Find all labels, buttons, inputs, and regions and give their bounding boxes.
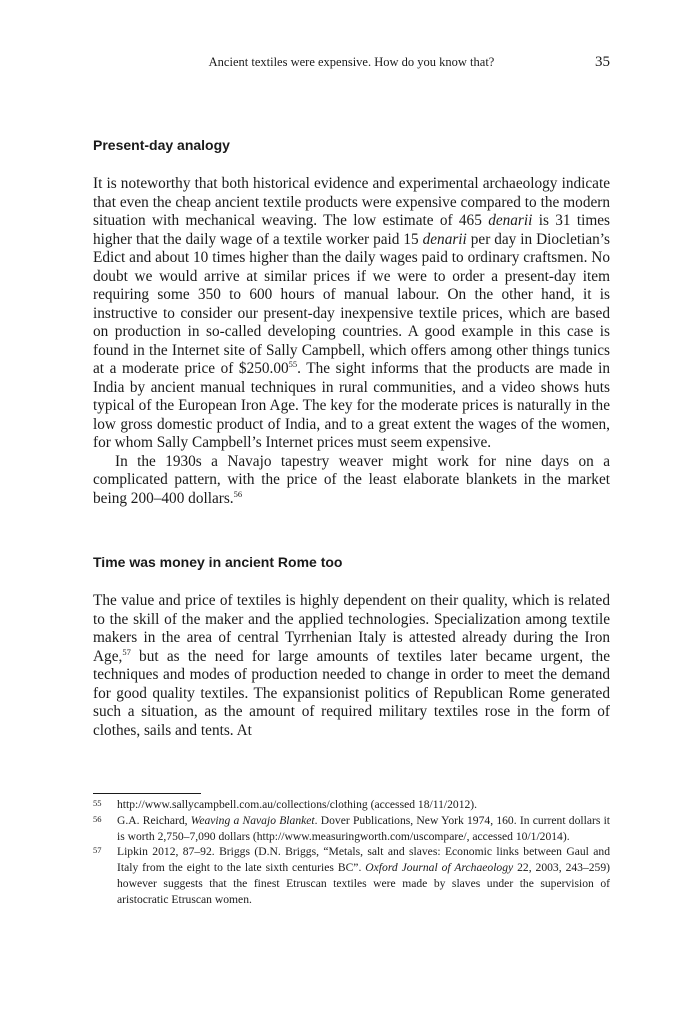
footnote-text: 22, 2003, 243–259) however suggests that the finest Etruscan textiles were made by slaves under the supervision of aristocratic Etruscan women. xyxy=(117,861,611,906)
running-head-title: Ancient textiles were expensive. How do you know that? xyxy=(208,55,495,69)
footnote-number: 55 xyxy=(93,798,102,808)
footnote-text: http://www.sallycampbell.com.au/collections/clothing (accessed 18/11/2012). xyxy=(117,798,478,811)
footnote-text: G.A. Reichard, xyxy=(117,813,191,827)
text-run: The value and price of textiles is highly dependent on their quality, which is related to the skill of the maker and the applied technologies. Specialization among textile makers in the area of central Tyrrhenian Italy is attested already during the Iron Age, xyxy=(93,592,610,665)
text-run: In the 1930s a Navajo tapestry weaver might work for nine days on a complicated pattern, with the price of the least elaborate blankets in the market being 200–400 dollars. xyxy=(93,452,610,507)
text-run: is 31 times higher that the daily wage of a textile worker paid 15 xyxy=(93,212,610,248)
footnote-number: 56 xyxy=(93,813,102,824)
footnote-journal-title: Oxford Journal of Archaeology xyxy=(365,861,514,875)
text-run: . The sight informs that the products are made in India by ancient manual techniques in rural communities, and a video shows huts typical of the European Iron Age. The key for the moderate prices is naturally in the low gross domestic product of India, and to a great extent the wages of the women, for whom Sally Campbell’s Internet prices must seem expensive. xyxy=(93,360,611,451)
footnote-text: . Dover Publications, New York 1974, 160. In current dollars it is worth 2,750–7,090 dollars (http://www.measuringworth.com/uscompare/, accessed 10/1/2014). xyxy=(117,813,611,843)
footnote-ref-55[interactable]: 55 xyxy=(288,359,298,369)
footnotes xyxy=(93,797,610,908)
section-heading-present-day-analogy: Present-day analogy xyxy=(93,137,230,153)
paragraph xyxy=(93,453,610,509)
page-number: 35 xyxy=(595,54,610,70)
footnote-ref-56[interactable]: 56 xyxy=(233,488,243,499)
footnote-text: Lipkin 2012, 87–92. Briggs (D.N. Briggs, “Metals, salt and slaves: Economic links between Gaul and Italy from the eight to the late sixth centuries BC”. xyxy=(117,845,610,875)
paragraph xyxy=(93,175,610,453)
footnote-number: 57 xyxy=(93,845,102,856)
text-run: per day in Diocletian’s Edict and about 10 times higher than the daily wages paid to ordinary craftsmen. No doubt we would arrive at similar prices if we were to order a present-day item requiring some 350 to 600 hours of manual labour. On the other hand, it is instructive to consider our present-day inexpensive textile prices, which are based on production in so-called developing countries. A good example in this case is found in the Internet site of Sally Campbell, which offers among other things tunics at a moderate price of $250.00 xyxy=(93,230,610,377)
section-present-day-analogy-body xyxy=(93,175,610,508)
text-run: It is noteworthy that both historical evidence and experimental archaeology indicate that even the cheap ancient textile products were expensive compared to the modern situation with mechanical weaving. The low estimate of 465 xyxy=(93,175,610,229)
footnote-book-title: Weaving a Navajo Blanket xyxy=(190,813,315,827)
text-run: but as the need for large amounts of textiles later became urgent, the techniques and modes of production needed to change in order to meet the demand for good quality textiles. The expansionist politics of Republican Rome generated such a situation, as the amount of required military textiles rose in the form of clothes, sails and tents. At xyxy=(93,647,610,739)
section-time-was-money-body xyxy=(93,592,610,740)
paragraph xyxy=(93,592,610,740)
italic-term: denarii xyxy=(488,212,533,229)
footnote-ref-57[interactable]: 57 xyxy=(122,646,131,657)
footnote-56 xyxy=(93,813,610,845)
footnote-55 xyxy=(93,797,610,813)
section-heading-time-was-money: Time was money in ancient Rome too xyxy=(93,554,343,570)
italic-term: denarii xyxy=(422,230,467,248)
footnote-57 xyxy=(93,844,610,907)
footnote-divider xyxy=(93,793,201,794)
